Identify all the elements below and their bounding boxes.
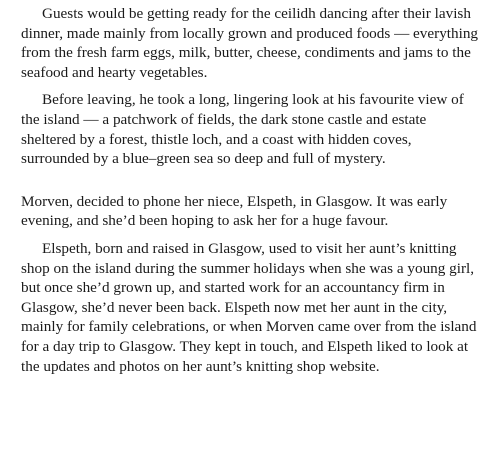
document-page: [21, 4, 481, 376]
paragraph-ceilidh-dinner: Guests would be getting ready for the ceilidh dancing after their lavish dinner, made mainly from locally grown and produced foods — everything from the fresh farm eggs, milk, butter, cheese, condiments and jams to the seafood and hearty vegetables.: [21, 5, 479, 81]
paragraph-island-view: Before leaving, he took a long, lingering look at his favourite view of the island — a patchwork of fields, the dark stone castle and estate sheltered by a forest, thistle loch, and a coast with hidden coves, surrounded by a blue–green sea so deep and full of mystery.: [21, 91, 464, 168]
paragraph-elspeth-background: Elspeth, born and raised in Glasgow, used to visit her aunt’s knitting shop on the island during the summer holidays when she was a young girl, but once she’d grown up, and started work for an accountancy firm in Glasgow, she’d never been back. Elspeth now met her aunt in the city, mainly for family celebrations, or when Morven came over from the island for a day trip to Glasgow. They kept in touch, and Elspeth liked to look at the updates and photos on her aunt’s knitting shop website.: [21, 239, 477, 375]
paragraph-morven-phone: Morven, decided to phone her niece, Elspeth, in Glasgow. It was early evening, and she’d been hoping to ask her for a huge favour.: [21, 192, 448, 230]
section-break: [21, 169, 481, 192]
